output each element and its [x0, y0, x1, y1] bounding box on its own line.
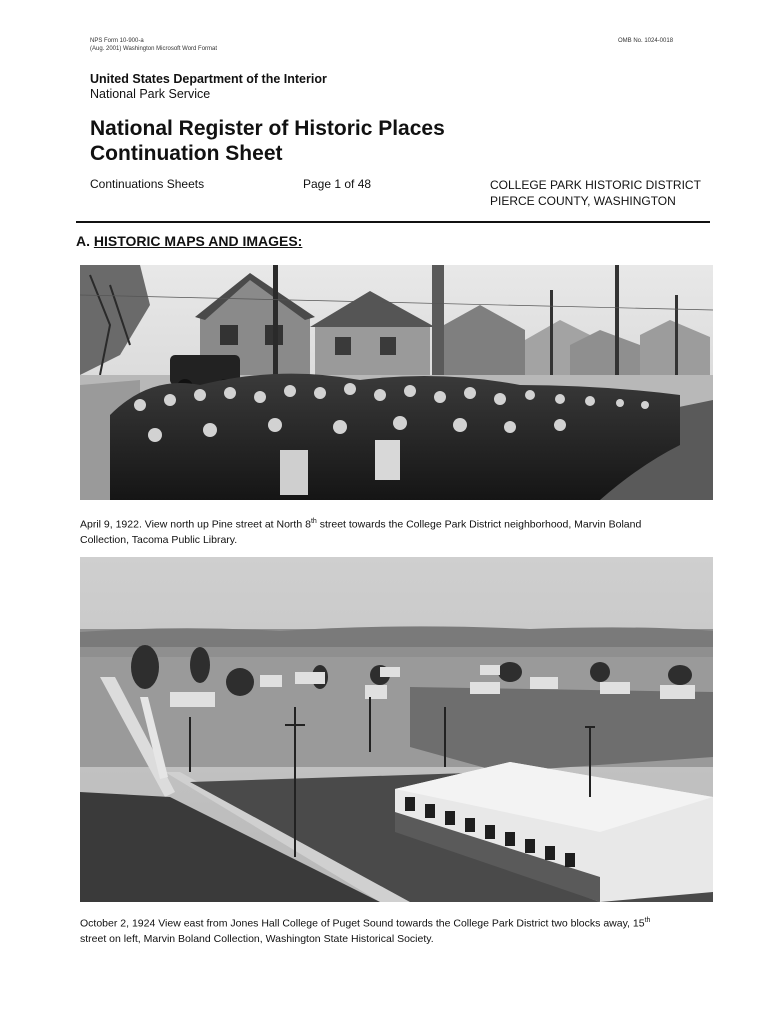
photo-1-caption: [80, 514, 710, 548]
district-name: COLLEGE PARK HISTORIC DISTRICT: [490, 178, 701, 192]
caption-1-text: April 9, 1922. View north up Pine street at North 8: [80, 518, 311, 531]
department-name: United States Department of the Interior: [90, 72, 327, 86]
form-number: [90, 37, 217, 53]
form-line-2: (Aug. 2001) Washington Microsoft Word Format: [90, 46, 218, 52]
photo-2-caption: [80, 913, 720, 947]
county-name: PIERCE COUNTY, WASHINGTON: [490, 194, 676, 208]
district-info: [490, 177, 701, 209]
crowd-photo-graphic: [80, 265, 713, 500]
section-letter: A.: [76, 233, 90, 249]
caption-1-line-2: Collection, Tacoma Public Library.: [80, 533, 238, 546]
title-line-1: National Register of Historic Places: [90, 117, 445, 140]
aerial-photo-graphic: [80, 557, 713, 902]
service-name: National Park Service: [90, 87, 211, 101]
page-number: Page 1 of 48: [303, 177, 372, 191]
section-heading: [76, 233, 302, 249]
header-divider: [76, 221, 710, 223]
photo-crowd-pine-street: [80, 265, 713, 500]
caption-2-sup: th: [644, 917, 651, 924]
photo-aerial-college-park: [80, 557, 713, 902]
caption-1-text-cont: street towards the College Park District neighborhood, Marvin Boland: [316, 518, 642, 531]
caption-2-line-2: street on left, Marvin Boland Collection, Washington State Historical Society.: [80, 932, 434, 945]
caption-1-sup: th: [310, 518, 317, 525]
sheet-type: Continuations Sheets: [90, 177, 205, 191]
section-title: HISTORIC MAPS AND IMAGES:: [93, 233, 303, 249]
caption-2-text: October 2, 1924 View east from Jones Hall College of Puget Sound towards the College Park District two blocks away, 15: [80, 917, 645, 930]
page-title: [90, 116, 445, 166]
title-line-2: Continuation Sheet: [90, 142, 283, 165]
omb-number: OMB No. 1024-0018: [618, 38, 674, 44]
form-line-1: NPS Form 10-900-a: [90, 38, 144, 44]
